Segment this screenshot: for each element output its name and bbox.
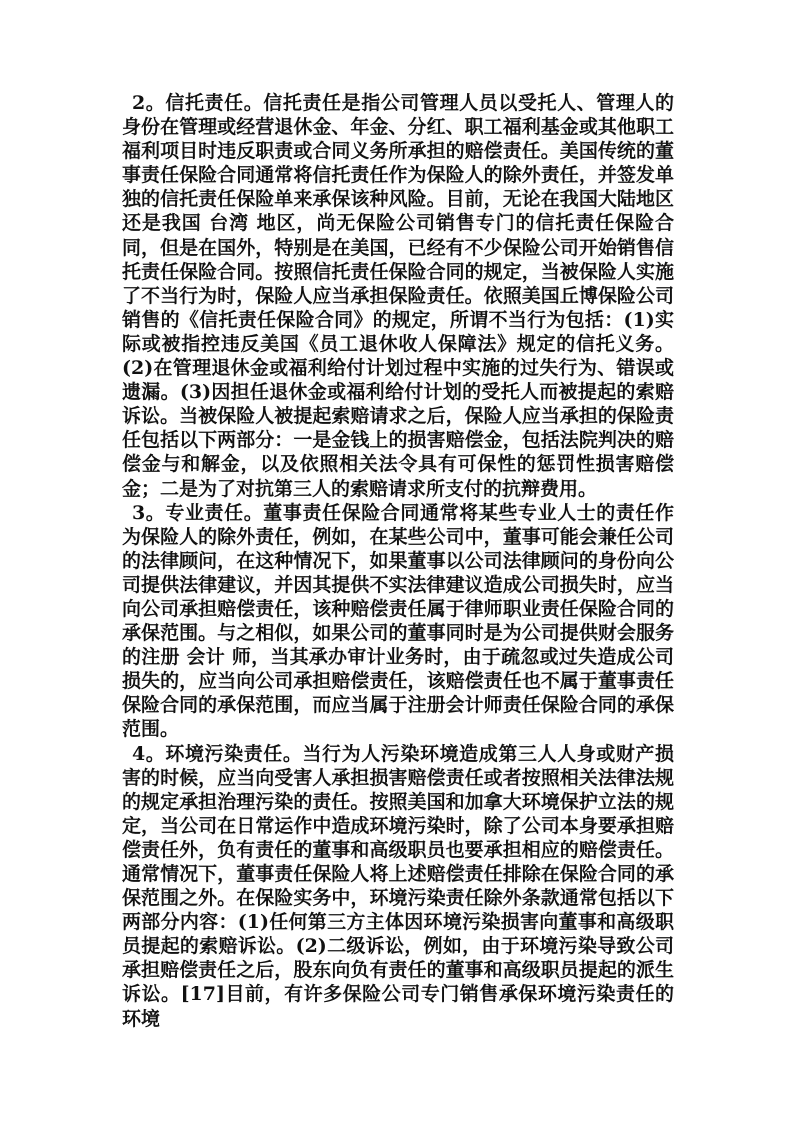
paragraph-professional-liability: 3。专业责任。董事责任保险合同通常将某些专业人士的责任作为保险人的除外责任，例如，在某些公司中，董事可能会兼任公司的法律顾问，在这种情况下，如果董事以公司法律顾问的身份向公司提供法律建议，并因其提供不实法律建议造成公司损失时，应当向公司承担赔偿责任，该种赔偿责任属于律师职业责任保险合同的承保范围。与之相似，如果公司的董事同时是为公司提供财会服务的注册 会计 师，当其承办审计业务时，由于疏忽或过失造成公司损失的，应当向公司承担赔偿责任，该赔偿责任也不属于董事责任保险合同的承保范围，而应当属于注册会计师责任保险合同的承保范围。 — [122, 501, 674, 741]
paragraph-fiduciary-liability: 2。信托责任。信托责任是指公司管理人员以受托人、管理人的身份在管理或经营退休金、年金、分红、职工福利基金或其他职工福利项目时违反职责或合同义务所承担的赔偿责任。美国传统的董事责任保险合同通常将信托责任作为保险人的除外责任，并签发单独的信托责任保险单来承保该种风险。目前，无论在我国大陆地区还是我国 台湾 地区，尚无保险公司销售专门的信托责任保险合同，但是在国外，特别是在美国，已经有不少保险公司开始销售信托责任保险合同。按照信托责任保险合同的规定，当被保险人实施了不当行为时，保险人应当承担保险责任。依照美国丘博保险公司销售的《信托责任保险合同》的规定，所谓不当行为包括：(1)实际或被指控违反美国《员工退休收人保障法》规定的信托义务。(2)在管理退休金或福利给付计划过程中实施的过失行为、错误或遗漏。(3)因担任退休金或福利给付计划的受托人而被提起的索赔诉讼。当被保险人被提起索赔请求之后，保险人应当承担的保险责任包括以下两部分：一是金钱上的损害赔偿金，包括法院判决的赔偿金与和解金，以及依照相关法令具有可保性的惩罚性损害赔偿金；二是为了对抗第三人的索赔请求所支付的抗辩费用。 — [122, 92, 674, 500]
paragraph-environmental-liability: 4。环境污染责任。当行为人污染环境造成第三人人身或财产损害的时候，应当向受害人承担损害赔偿责任或者按照相关法律法规的规定承担治理污染的责任。按照美国和加拿大环境保护立法的规定，当公司在日常运作中造成环境污染时，除了公司本身要承担赔偿责任外，负有责任的董事和高级职员也要承担相应的赔偿责任。通常情况下，董事责任保险人将上述赔偿责任排除在保险合同的承保范围之外。在保险实务中，环境污染责任除外条款通常包括以下两部分内容：(1)任何第三方主体因环境污染损害向董事和高级职员提起的索赔诉讼。(2)二级诉讼，例如，由于环境污染导致公司承担赔偿责任之后，股东向负有责任的董事和高级职员提起的派生诉讼。[17]目前，有许多保险公司专门销售承保环境污染责任的环境 — [122, 742, 674, 1030]
document-page — [122, 91, 674, 1031]
